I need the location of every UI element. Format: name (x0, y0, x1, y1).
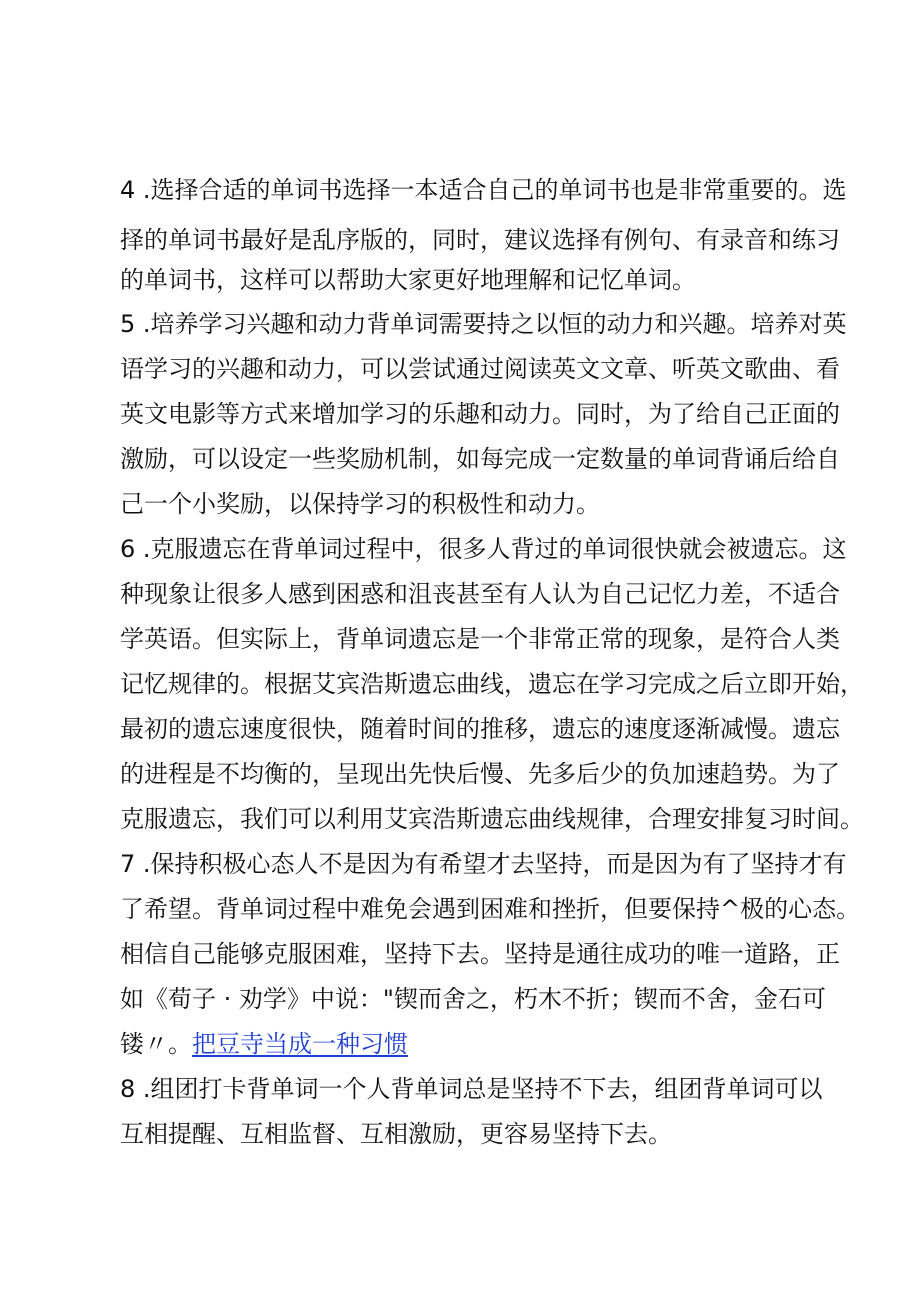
item6-line-4: 记忆规律的。根据艾宾浩斯遗忘曲线，遗忘在学习完成之后立即开始， (120, 670, 864, 698)
habit-link[interactable]: 把豆寺当成一种习惯 (192, 1030, 408, 1058)
item6-line-6: 的进程是不均衡的，呈现出先快后慢、先多后少的负加速趋势。为了 (120, 760, 840, 788)
item6-line-7: 克服遗忘，我们可以利用艾宾浩斯遗忘曲线规律，合理安排复习时间。 (120, 805, 864, 833)
item6-line-5: 最初的遗忘速度很快，随着时间的推移，遗忘的速度逐渐减慢。遗忘 (120, 715, 840, 743)
item5-line-1: 5 .培养学习兴趣和动力背单词需要持之以恒的动力和兴趣。培养对英 (120, 310, 847, 338)
item4-line-1: 4 .选择合适的单词书选择一本适合自己的单词书也是非常重要的。选 (120, 176, 847, 204)
item8-line-2: 互相提醒、互相监督、互相激励，更容易坚持下去。 (120, 1120, 672, 1148)
item4-line-3: 的单词书，这样可以帮助大家更好地理解和记忆单词。 (120, 266, 696, 294)
item6-line-1: 6 .克服遗忘在背单词过程中，很多人背过的单词很快就会被遗忘。这 (120, 535, 847, 563)
item7-line-5-text: 镂〃。 (120, 1030, 192, 1058)
item7-line-1: 7 .保持积极心态人不是因为有希望才去坚持，而是因为有了坚持才有 (120, 850, 847, 878)
item5-line-4: 激励，可以设定一些奖励机制，如每完成一定数量的单词背诵后给自 (120, 445, 840, 473)
item7-line-2: 了希望。背单词过程中难免会遇到困难和挫折，但要保持^极的心态。 (120, 895, 861, 923)
item7-line-5 (120, 1025, 832, 1063)
item4-line-2: 择的单词书最好是乱序版的，同时，建议选择有例句、有录音和练习 (120, 226, 840, 254)
item6-line-2: 种现象让很多人感到困惑和沮丧甚至有人认为自己记忆力差，不适合 (120, 580, 840, 608)
item7-line-3: 相信自己能够克服困难，坚持下去。坚持是通往成功的唯一道路，正 (120, 940, 840, 968)
item5-line-3: 英文电影等方式来增加学习的乐趣和动力。同时，为了给自己正面的 (120, 400, 840, 428)
item6-line-3: 学英语。但实际上，背单词遗忘是一个非常正常的现象，是符合人类 (120, 625, 840, 653)
item5-line-5: 己一个小奖励，以保持学习的积极性和动力。 (120, 490, 600, 518)
item5-line-2: 语学习的兴趣和动力，可以尝试通过阅读英文文章、听英文歌曲、看 (120, 355, 840, 383)
item7-line-4: 如《荀子 · 劝学》中说："锲而舍之，朽木不折；锲而不舍，金石可 (120, 985, 826, 1013)
item8-line-1: 8 .组团打卡背单词一个人背单词总是坚持不下去，组团背单词可以 (120, 1075, 823, 1103)
